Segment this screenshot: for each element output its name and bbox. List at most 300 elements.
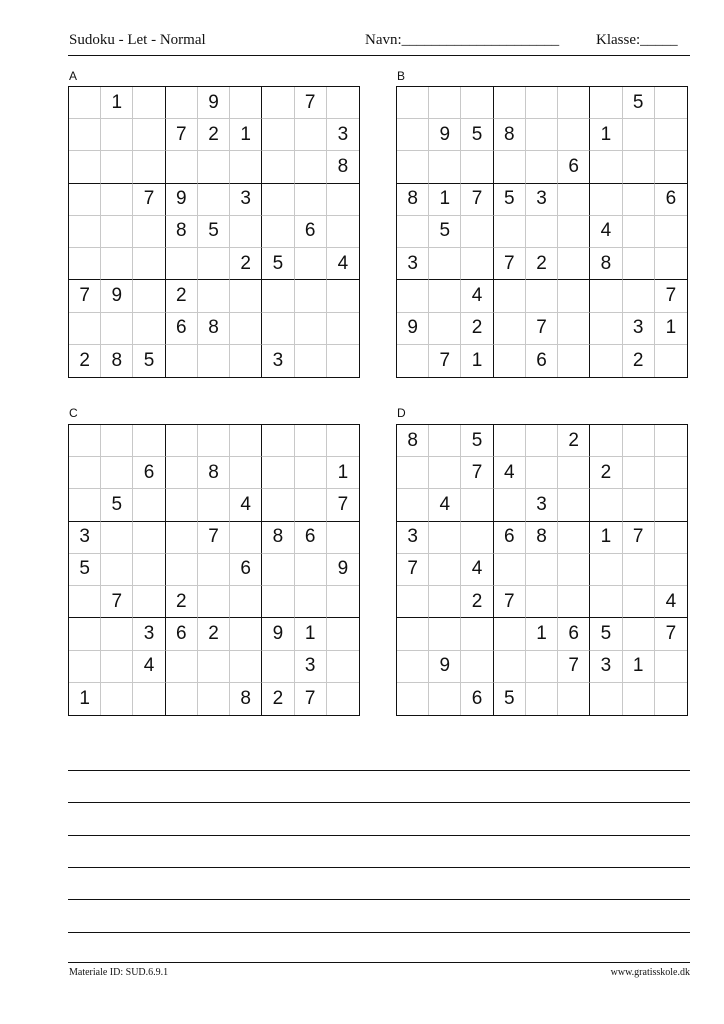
sudoku-cell	[623, 216, 655, 248]
sudoku-cell: 1	[526, 618, 558, 650]
sudoku-cell	[655, 554, 687, 586]
sudoku-cell: 1	[590, 119, 622, 151]
sudoku-cell	[69, 425, 101, 457]
puzzle-label-c: C	[69, 406, 78, 420]
sudoku-cell	[590, 683, 622, 715]
header-divider	[68, 55, 690, 56]
writing-line-4	[68, 867, 690, 868]
sudoku-cell	[69, 651, 101, 683]
sudoku-cell: 7	[397, 554, 429, 586]
writing-line-1	[68, 770, 690, 771]
sudoku-cell	[526, 151, 558, 183]
sudoku-cell: 8	[397, 184, 429, 216]
sudoku-cell	[230, 522, 262, 554]
sudoku-cell	[655, 651, 687, 683]
sudoku-cell	[133, 119, 165, 151]
sudoku-cell	[198, 554, 230, 586]
sudoku-cell	[133, 683, 165, 715]
sudoku-cell	[69, 119, 101, 151]
sudoku-cell: 1	[590, 522, 622, 554]
sudoku-cell	[295, 184, 327, 216]
sudoku-cell	[429, 683, 461, 715]
sudoku-cell	[198, 151, 230, 183]
sudoku-cell	[295, 313, 327, 345]
writing-line-3	[68, 835, 690, 836]
sudoku-cell	[327, 313, 359, 345]
sudoku-cell: 8	[494, 119, 526, 151]
sudoku-cell: 7	[494, 248, 526, 280]
sudoku-cell	[101, 216, 133, 248]
sudoku-cell	[295, 345, 327, 377]
sudoku-cell	[558, 216, 590, 248]
sudoku-cell	[262, 489, 294, 521]
sudoku-cell: 1	[230, 119, 262, 151]
sudoku-cell	[494, 313, 526, 345]
sudoku-cell	[327, 651, 359, 683]
sudoku-cell	[295, 280, 327, 312]
sudoku-cell	[101, 248, 133, 280]
sudoku-cell	[397, 280, 429, 312]
sudoku-cell: 5	[69, 554, 101, 586]
sudoku-grid-a	[68, 86, 360, 378]
sudoku-cell	[526, 425, 558, 457]
sudoku-cell: 1	[623, 651, 655, 683]
sudoku-cell	[198, 489, 230, 521]
sudoku-cell: 1	[327, 457, 359, 489]
sudoku-cell	[262, 313, 294, 345]
sudoku-cell: 3	[526, 489, 558, 521]
sudoku-cell: 7	[526, 313, 558, 345]
sudoku-cell	[397, 457, 429, 489]
sudoku-cell	[327, 345, 359, 377]
sudoku-cell	[655, 87, 687, 119]
sudoku-cell	[397, 151, 429, 183]
sudoku-cell: 7	[295, 87, 327, 119]
sudoku-cell: 3	[623, 313, 655, 345]
sudoku-cell	[230, 425, 262, 457]
sudoku-cell: 2	[166, 280, 198, 312]
sudoku-cell	[327, 87, 359, 119]
sudoku-cell	[558, 184, 590, 216]
sudoku-cell	[230, 151, 262, 183]
sudoku-cell	[494, 345, 526, 377]
sudoku-cell: 1	[69, 683, 101, 715]
sudoku-cell: 7	[69, 280, 101, 312]
sudoku-cell	[461, 651, 493, 683]
sudoku-cell	[262, 280, 294, 312]
sudoku-cell	[101, 184, 133, 216]
sudoku-cell	[262, 425, 294, 457]
sudoku-cell	[429, 554, 461, 586]
sudoku-cell: 9	[397, 313, 429, 345]
site-url: www.gratisskole.dk	[610, 967, 690, 978]
sudoku-cell: 7	[166, 119, 198, 151]
sudoku-cell: 7	[494, 586, 526, 618]
sudoku-cell	[655, 151, 687, 183]
sudoku-cell: 6	[166, 313, 198, 345]
sudoku-cell	[558, 457, 590, 489]
sudoku-cell	[101, 119, 133, 151]
sudoku-cell	[429, 87, 461, 119]
sudoku-cell	[494, 280, 526, 312]
sudoku-cell: 1	[655, 313, 687, 345]
sudoku-cell: 7	[198, 522, 230, 554]
sudoku-cell	[101, 522, 133, 554]
sudoku-cell: 7	[429, 345, 461, 377]
page-title: Sudoku - Let - Normal	[69, 32, 206, 48]
sudoku-cell: 3	[133, 618, 165, 650]
sudoku-cell: 3	[69, 522, 101, 554]
sudoku-cell: 6	[230, 554, 262, 586]
sudoku-cell: 2	[461, 313, 493, 345]
sudoku-cell	[166, 683, 198, 715]
sudoku-cell	[429, 248, 461, 280]
sudoku-cell	[558, 87, 590, 119]
sudoku-cell	[590, 489, 622, 521]
sudoku-cell: 7	[101, 586, 133, 618]
sudoku-cell: 3	[526, 184, 558, 216]
sudoku-cell	[526, 554, 558, 586]
sudoku-cell	[655, 248, 687, 280]
sudoku-cell	[397, 119, 429, 151]
sudoku-cell	[327, 618, 359, 650]
sudoku-cell: 7	[558, 651, 590, 683]
sudoku-cell	[429, 457, 461, 489]
footer-divider	[68, 962, 690, 963]
sudoku-cell	[166, 425, 198, 457]
sudoku-cell	[101, 554, 133, 586]
sudoku-cell: 3	[397, 522, 429, 554]
sudoku-cell	[655, 683, 687, 715]
sudoku-cell	[590, 586, 622, 618]
sudoku-cell	[198, 683, 230, 715]
sudoku-grid-b	[396, 86, 688, 378]
sudoku-cell	[262, 586, 294, 618]
sudoku-cell	[623, 119, 655, 151]
sudoku-cell: 4	[327, 248, 359, 280]
sudoku-cell	[230, 280, 262, 312]
sudoku-cell	[526, 87, 558, 119]
sudoku-cell: 6	[526, 345, 558, 377]
sudoku-cell	[558, 522, 590, 554]
sudoku-cell	[166, 489, 198, 521]
sudoku-cell	[526, 586, 558, 618]
sudoku-cell	[429, 522, 461, 554]
sudoku-cell	[69, 313, 101, 345]
sudoku-cell: 7	[461, 457, 493, 489]
sudoku-cell	[230, 586, 262, 618]
sudoku-cell	[230, 345, 262, 377]
sudoku-cell: 1	[429, 184, 461, 216]
sudoku-cell: 5	[133, 345, 165, 377]
sudoku-cell	[133, 522, 165, 554]
sudoku-cell: 7	[655, 618, 687, 650]
sudoku-cell: 4	[429, 489, 461, 521]
sudoku-cell	[590, 345, 622, 377]
sudoku-cell: 2	[69, 345, 101, 377]
sudoku-cell	[494, 554, 526, 586]
sudoku-cell	[69, 618, 101, 650]
sudoku-cell	[494, 216, 526, 248]
material-id: Materiale ID: SUD.6.9.1	[69, 967, 169, 978]
sudoku-cell	[69, 151, 101, 183]
sudoku-cell: 9	[198, 87, 230, 119]
sudoku-cell	[230, 618, 262, 650]
sudoku-cell	[295, 489, 327, 521]
sudoku-cell	[429, 586, 461, 618]
sudoku-cell	[461, 489, 493, 521]
sudoku-cell	[101, 618, 133, 650]
sudoku-cell: 2	[558, 425, 590, 457]
sudoku-cell	[69, 248, 101, 280]
sudoku-cell	[327, 522, 359, 554]
sudoku-cell	[133, 586, 165, 618]
sudoku-cell	[526, 119, 558, 151]
sudoku-cell	[166, 151, 198, 183]
sudoku-cell	[397, 586, 429, 618]
sudoku-cell	[655, 457, 687, 489]
sudoku-cell	[101, 683, 133, 715]
sudoku-cell	[327, 216, 359, 248]
sudoku-cell	[133, 425, 165, 457]
sudoku-cell	[429, 425, 461, 457]
sudoku-cell	[327, 425, 359, 457]
sudoku-cell	[166, 457, 198, 489]
sudoku-cell	[295, 119, 327, 151]
writing-line-5	[68, 899, 690, 900]
sudoku-cell: 9	[166, 184, 198, 216]
sudoku-cell	[397, 87, 429, 119]
sudoku-cell	[69, 216, 101, 248]
sudoku-cell	[133, 280, 165, 312]
sudoku-cell	[461, 216, 493, 248]
sudoku-cell	[494, 151, 526, 183]
sudoku-cell	[295, 586, 327, 618]
sudoku-cell	[295, 554, 327, 586]
sudoku-cell: 8	[198, 313, 230, 345]
sudoku-cell	[133, 313, 165, 345]
sudoku-cell: 6	[461, 683, 493, 715]
sudoku-cell	[623, 280, 655, 312]
sudoku-cell: 3	[327, 119, 359, 151]
sudoku-cell: 4	[461, 280, 493, 312]
sudoku-cell	[397, 618, 429, 650]
sudoku-cell	[655, 345, 687, 377]
sudoku-cell	[69, 586, 101, 618]
sudoku-cell	[655, 119, 687, 151]
sudoku-cell: 8	[230, 683, 262, 715]
sudoku-cell: 4	[494, 457, 526, 489]
sudoku-cell: 8	[262, 522, 294, 554]
sudoku-cell: 9	[262, 618, 294, 650]
sudoku-cell	[558, 119, 590, 151]
sudoku-cell	[230, 651, 262, 683]
sudoku-cell: 9	[429, 119, 461, 151]
sudoku-cell	[461, 151, 493, 183]
sudoku-cell: 2	[230, 248, 262, 280]
sudoku-cell: 5	[494, 683, 526, 715]
sudoku-cell: 4	[590, 216, 622, 248]
sudoku-cell	[623, 683, 655, 715]
writing-line-2	[68, 802, 690, 803]
sudoku-cell	[655, 489, 687, 521]
sudoku-cell	[526, 280, 558, 312]
sudoku-cell	[295, 457, 327, 489]
sudoku-cell	[262, 184, 294, 216]
sudoku-cell	[590, 425, 622, 457]
sudoku-cell: 2	[590, 457, 622, 489]
sudoku-cell	[230, 457, 262, 489]
sudoku-cell	[461, 522, 493, 554]
sudoku-cell	[166, 345, 198, 377]
sudoku-cell	[262, 87, 294, 119]
sudoku-cell: 2	[623, 345, 655, 377]
sudoku-cell	[558, 345, 590, 377]
sudoku-cell: 8	[166, 216, 198, 248]
sudoku-cell	[262, 119, 294, 151]
sudoku-cell: 6	[166, 618, 198, 650]
sudoku-cell	[69, 184, 101, 216]
sudoku-cell	[526, 457, 558, 489]
sudoku-cell	[295, 151, 327, 183]
sudoku-cell	[494, 489, 526, 521]
class-field-label: Klasse:_____	[596, 32, 678, 48]
sudoku-cell: 1	[461, 345, 493, 377]
sudoku-cell	[558, 554, 590, 586]
sudoku-cell	[133, 248, 165, 280]
sudoku-cell: 8	[327, 151, 359, 183]
sudoku-cell: 7	[133, 184, 165, 216]
sudoku-cell	[655, 522, 687, 554]
sudoku-cell	[327, 184, 359, 216]
sudoku-cell: 5	[461, 119, 493, 151]
sudoku-cell: 2	[461, 586, 493, 618]
sudoku-cell	[166, 248, 198, 280]
sudoku-cell	[166, 554, 198, 586]
sudoku-cell	[429, 313, 461, 345]
sudoku-cell: 7	[655, 280, 687, 312]
sudoku-cell	[461, 618, 493, 650]
sudoku-cell	[655, 425, 687, 457]
sudoku-cell	[101, 425, 133, 457]
sudoku-cell: 9	[429, 651, 461, 683]
sudoku-cell	[590, 184, 622, 216]
sudoku-cell	[590, 554, 622, 586]
sudoku-cell: 8	[198, 457, 230, 489]
sudoku-cell: 2	[526, 248, 558, 280]
sudoku-cell: 7	[327, 489, 359, 521]
sudoku-cell	[623, 586, 655, 618]
sudoku-cell	[101, 313, 133, 345]
sudoku-cell	[69, 457, 101, 489]
puzzle-label-a: A	[69, 69, 78, 83]
sudoku-cell: 5	[461, 425, 493, 457]
sudoku-cell	[327, 683, 359, 715]
sudoku-cell	[230, 216, 262, 248]
sudoku-cell	[198, 184, 230, 216]
sudoku-cell	[397, 651, 429, 683]
sudoku-cell	[429, 151, 461, 183]
sudoku-cell	[198, 248, 230, 280]
sudoku-cell	[69, 87, 101, 119]
sudoku-cell	[262, 457, 294, 489]
sudoku-cell	[133, 151, 165, 183]
sudoku-cell	[295, 425, 327, 457]
sudoku-cell	[526, 651, 558, 683]
sudoku-cell: 9	[101, 280, 133, 312]
sudoku-cell	[526, 216, 558, 248]
sudoku-cell: 2	[262, 683, 294, 715]
sudoku-cell	[494, 618, 526, 650]
sudoku-cell: 6	[558, 151, 590, 183]
sudoku-cell	[590, 280, 622, 312]
sudoku-cell: 1	[101, 87, 133, 119]
sudoku-cell: 5	[101, 489, 133, 521]
sudoku-cell: 5	[262, 248, 294, 280]
sudoku-cell	[198, 345, 230, 377]
sudoku-cell: 4	[133, 651, 165, 683]
sudoku-cell	[230, 87, 262, 119]
sudoku-cell	[397, 683, 429, 715]
sudoku-cell: 5	[623, 87, 655, 119]
sudoku-cell: 8	[590, 248, 622, 280]
sudoku-cell	[166, 522, 198, 554]
sudoku-cell	[623, 554, 655, 586]
sudoku-cell	[590, 87, 622, 119]
sudoku-cell: 6	[494, 522, 526, 554]
sudoku-cell	[397, 489, 429, 521]
sudoku-cell	[558, 586, 590, 618]
sudoku-cell: 2	[166, 586, 198, 618]
sudoku-cell	[623, 457, 655, 489]
sudoku-cell	[198, 651, 230, 683]
sudoku-cell	[623, 248, 655, 280]
sudoku-cell: 5	[494, 184, 526, 216]
sudoku-cell	[558, 248, 590, 280]
sudoku-cell: 6	[295, 522, 327, 554]
sudoku-cell	[133, 489, 165, 521]
sudoku-cell	[262, 216, 294, 248]
sudoku-grid-c	[68, 424, 360, 716]
sudoku-cell	[526, 683, 558, 715]
sudoku-cell: 4	[461, 554, 493, 586]
sudoku-cell	[198, 586, 230, 618]
sudoku-cell	[623, 184, 655, 216]
name-field-label: Navn:_____________________	[365, 32, 560, 48]
sudoku-cell	[623, 425, 655, 457]
sudoku-cell	[558, 489, 590, 521]
puzzle-label-d: D	[397, 406, 406, 420]
sudoku-cell: 2	[198, 618, 230, 650]
sudoku-cell	[494, 651, 526, 683]
sudoku-cell	[262, 554, 294, 586]
sudoku-cell	[133, 554, 165, 586]
sudoku-cell	[558, 313, 590, 345]
sudoku-cell	[69, 489, 101, 521]
sudoku-cell	[590, 151, 622, 183]
sudoku-cell	[295, 248, 327, 280]
sudoku-cell: 3	[397, 248, 429, 280]
writing-line-6	[68, 932, 690, 933]
sudoku-cell	[623, 151, 655, 183]
puzzle-label-b: B	[397, 69, 406, 83]
sudoku-cell: 3	[230, 184, 262, 216]
sudoku-cell: 6	[133, 457, 165, 489]
sudoku-cell: 3	[590, 651, 622, 683]
sudoku-cell	[623, 618, 655, 650]
sudoku-cell	[262, 151, 294, 183]
sudoku-cell	[590, 313, 622, 345]
